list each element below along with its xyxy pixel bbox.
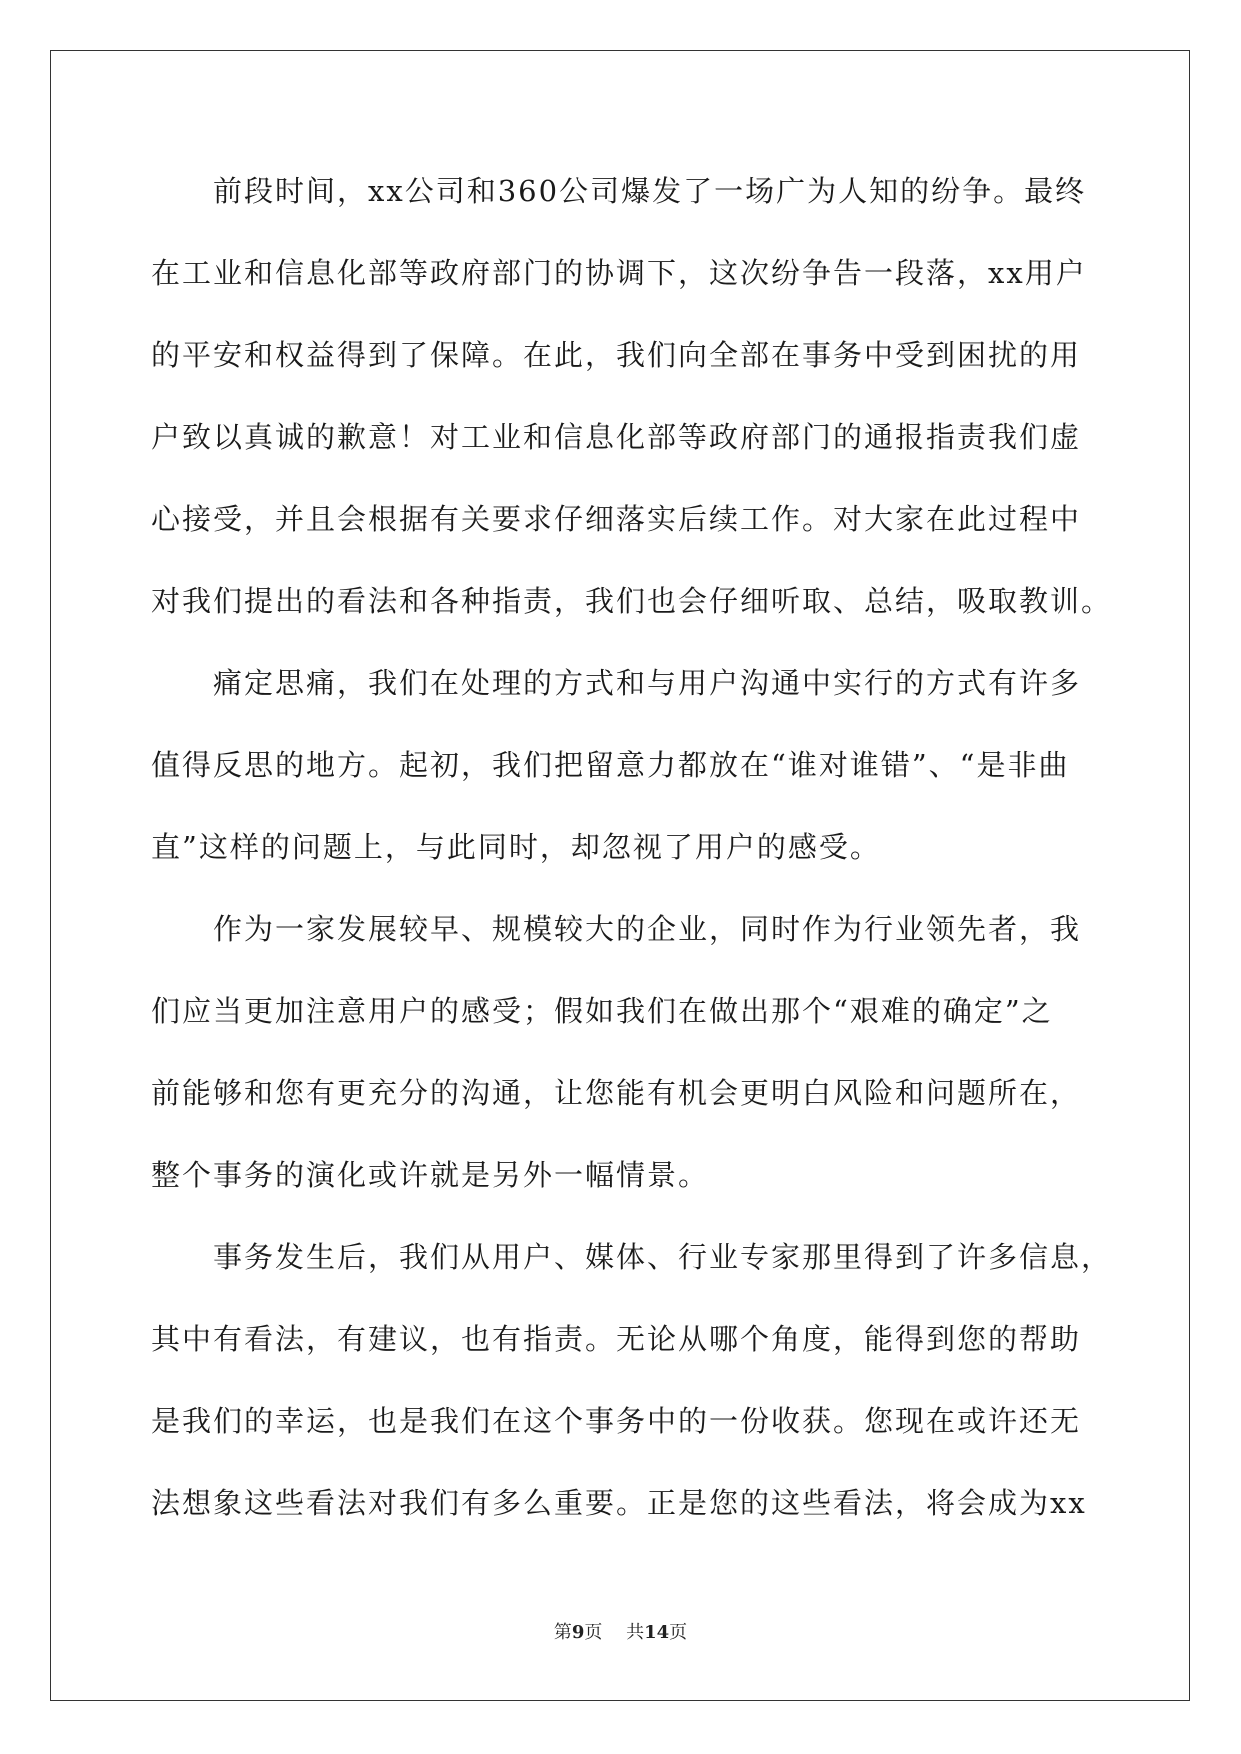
text-line: 前段时间，xx公司和360公司爆发了一场广为人知的纷争。最终 — [151, 174, 1087, 208]
total-suffix: 页 — [669, 1622, 688, 1643]
text-line: 其中有看法，有建议，也有指责。无论从哪个角度，能得到您的帮助 — [151, 1322, 1082, 1356]
text-line: 们应当更加注意用户的感受；假如我们在做出那个“艰难的确定”之 — [151, 994, 1053, 1028]
text-line: 的平安和权益得到了保障。在此，我们向全部在事务中受到困扰的用 — [151, 338, 1082, 372]
total-pages: 14 — [644, 1622, 670, 1643]
text-line: 事务发生后，我们从用户、媒体、行业专家那里得到了许多信息， — [151, 1240, 1113, 1274]
text-line: 直”这样的问题上，与此同时，却忽视了用户的感受。 — [151, 830, 881, 864]
text-line: 前能够和您有更充分的沟通，让您能有机会更明白风险和问题所在， — [151, 1076, 1082, 1110]
text-line: 值得反思的地方。起初，我们把留意力都放在“谁对谁错”、“是非曲 — [151, 748, 1070, 782]
document-body — [151, 158, 1113, 1552]
page-suffix: 页 — [584, 1622, 603, 1643]
text-line: 法想象这些看法对我们有多么重要。正是您的这些看法，将会成为xx — [151, 1486, 1087, 1520]
page-prefix: 第 — [553, 1622, 572, 1643]
text-line: 整个事务的演化或许就是另外一幅情景。 — [151, 1158, 710, 1192]
text-line: 作为一家发展较早、规模较大的企业，同时作为行业领先者，我 — [151, 912, 1082, 946]
page-footer — [0, 1618, 1241, 1644]
page-number: 9 — [571, 1622, 585, 1643]
text-line: 心接受，并且会根据有关要求仔细落实后续工作。对大家在此过程中 — [151, 502, 1082, 536]
text-line: 户致以真诚的歉意！对工业和信息化部等政府部门的通报指责我们虚 — [151, 420, 1082, 454]
text-line: 在工业和信息化部等政府部门的协调下，这次纷争告一段落，xx用户 — [151, 256, 1087, 290]
text-line: 对我们提出的看法和各种指责，我们也会仔细听取、总结，吸取教训。 — [151, 584, 1113, 618]
text-line: 是我们的幸运，也是我们在这个事务中的一份收获。您现在或许还无 — [151, 1404, 1082, 1438]
total-prefix: 共 — [626, 1622, 645, 1643]
text-line: 痛定思痛，我们在处理的方式和与用户沟通中实行的方式有许多 — [151, 666, 1082, 700]
